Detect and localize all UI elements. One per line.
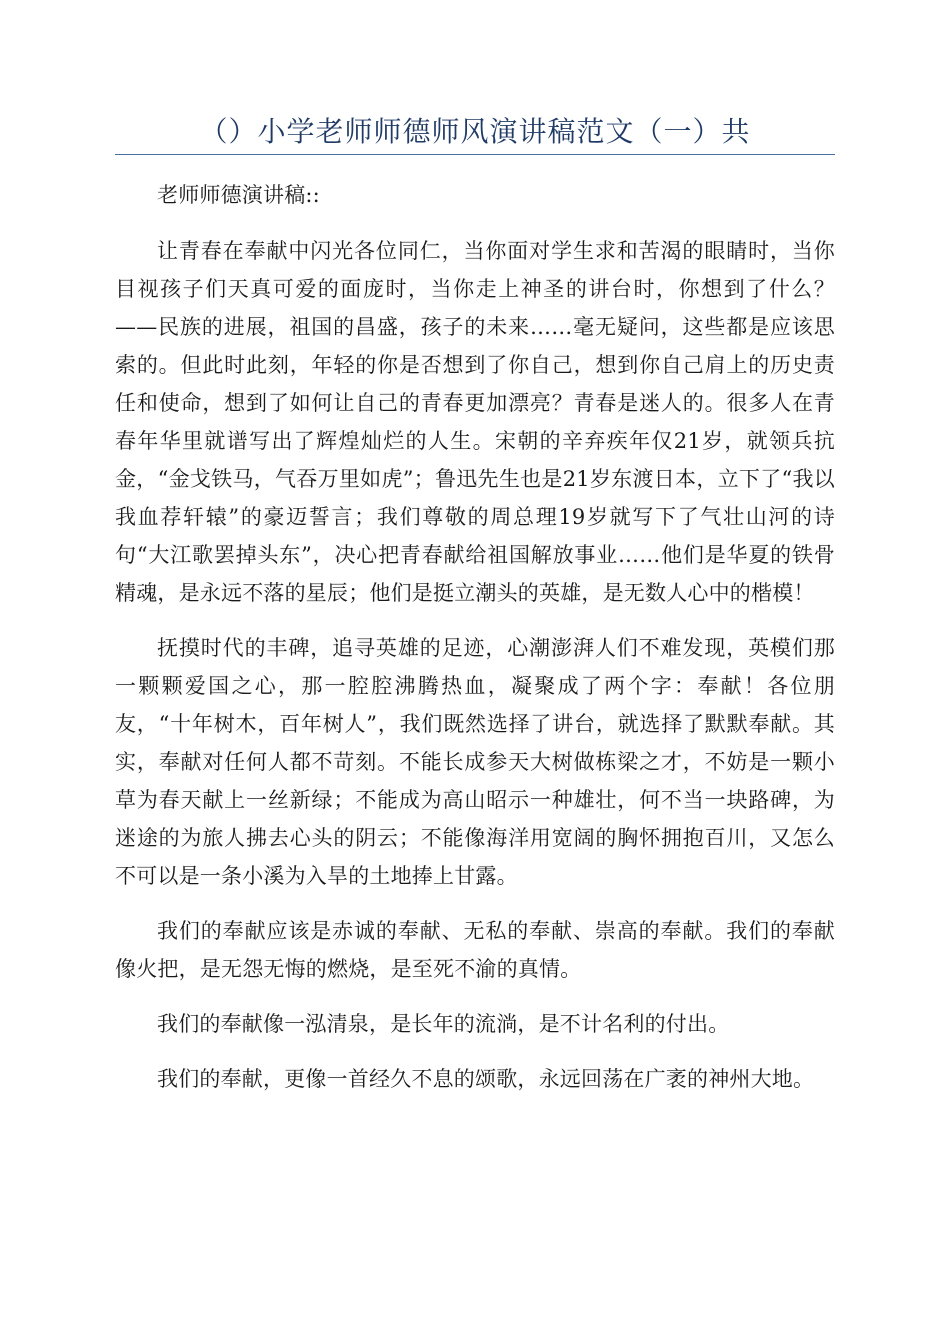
salutation: 老师师德演讲稿::	[157, 183, 320, 207]
document-title: （）小学老师师德师风演讲稿范文（一）共	[199, 115, 751, 148]
paragraph-2: 抚摸时代的丰碑，追寻英雄的足迹，心潮澎湃人们不难发现，英模们那一颗颗爱国之心，那一腔腔沸腾热血，凝聚成了两个字：奉献！各位朋友，“十年树木，百年树人”，我们既然选择了讲台，就选择了默默奉献。其实，奉献对任何人都不苛刻。不能长成参天大树做栋梁之才，不妨是一颗小草为春天献上一丝新绿；不能成为高山昭示一种雄壮，何不当一块路碑，为迷途的为旅人拂去心头的阴云；不能像海洋用宽阔的胸怀拥抱百川，又怎么不可以是一条小溪为入旱的土地捧上甘露。	[115, 636, 835, 888]
paragraph-5: 我们的奉献，更像一首经久不息的颂歌，永远回荡在广袤的神州大地。	[157, 1067, 815, 1091]
document-body	[115, 176, 835, 1098]
paragraph-3: 我们的奉献应该是赤诚的奉献、无私的奉献、崇高的奉献。我们的奉献像火把，是无怨无悔的燃烧，是至死不渝的真情。	[115, 919, 835, 981]
title-underline	[115, 154, 835, 155]
paragraph-1: 让青春在奉献中闪光各位同仁，当你面对学生求和苦渴的眼睛时，当你目视孩子们天真可爱的面庞时，当你走上神圣的讲台时，你想到了什么？——民族的进展，祖国的昌盛，孩子的未来……毫无疑问，这些都是应该思索的。但此时此刻，年轻的你是否想到了你自己，想到你自己肩上的历史责任和使命，想到了如何让自己的青春更加漂亮？青春是迷人的。很多人在青春年华里就谱写出了辉煌灿烂的人生。宋朝的辛弃疾年仅21岁，就领兵抗金，“金戈铁马，气吞万里如虎”；鲁迅先生也是21岁东渡日本，立下了“我以我血荐轩辕”的豪迈誓言；我们尊敬的周总理19岁就写下了气壮山河的诗句“大江歌罢掉头东”，决心把青春献给祖国解放事业……他们是华夏的铁骨精魂，是永远不落的星辰；他们是挺立潮头的英雄，是无数人心中的楷模！	[115, 239, 835, 605]
paragraph-4: 我们的奉献像一泓清泉，是长年的流淌，是不计名利的付出。	[157, 1012, 730, 1036]
